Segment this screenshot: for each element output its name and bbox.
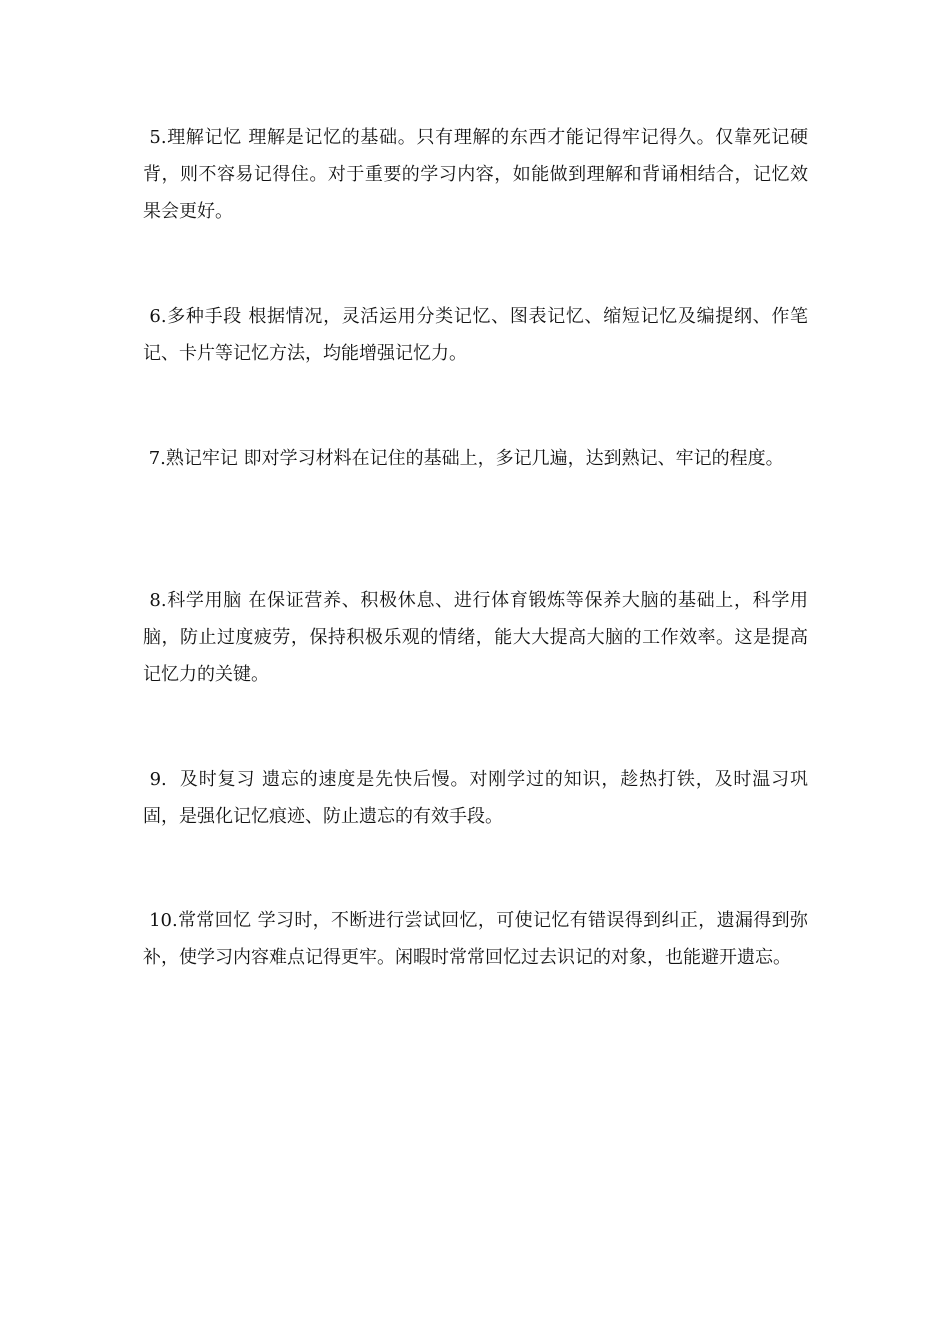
paragraph-10 (143, 902, 808, 976)
paragraph-body: 在保证营养、积极休息、进行体育锻炼等保养大脑的基础上，科学用脑，防止过度疲劳，保持积极乐观的情绪，能大大提高大脑的工作效率。这是提高记忆力的关键。 (143, 590, 808, 685)
paragraph-body: 学习时，不断进行尝试回忆，可使记忆有错误得到纠正，遗漏得到弥补，使学习内容难点记得更牢。闲暇时常常回忆过去识记的对象，也能避开遗忘。 (143, 910, 809, 968)
paragraph-number: 7. (143, 448, 166, 469)
paragraph-body: 遗忘的速度是先快后慢。对刚学过的知识，趁热打铁，及时温习巩固，是强化记忆痕迹、防止遗忘的有效手段。 (143, 769, 808, 827)
paragraph-6 (143, 298, 808, 372)
paragraph-heading: 理解记忆 (166, 127, 242, 148)
paragraph-body: 根据情况，灵活运用分类记忆、图表记忆、缩短记忆及编提纲、作笔记、卡片等记忆方法，均能增强记忆力。 (143, 306, 808, 364)
paragraph-heading: 多种手段 (166, 306, 242, 327)
paragraph-body: 即对学习材料在记住的基础上，多记几遍，达到熟记、牢记的程度。 (237, 448, 784, 469)
paragraph-number: 10. (143, 910, 178, 931)
paragraph-body: 理解是记忆的基础。只有理解的东西才能记得牢记得久。仅靠死记硬背，则不容易记得住。对于重要的学习内容，如能做到理解和背诵相结合，记忆效果会更好。 (143, 127, 808, 222)
paragraph-number: 6. (143, 306, 167, 327)
paragraph-8 (143, 582, 808, 693)
paragraph-heading: 常常回忆 (177, 910, 252, 931)
paragraph-7 (143, 440, 808, 477)
paragraph-heading: 熟记牢记 (165, 448, 238, 469)
paragraph-number: 5. (143, 127, 167, 148)
paragraph-heading: 科学用脑 (166, 590, 242, 611)
paragraph-9 (143, 761, 808, 835)
paragraph-heading: 及时复习 (179, 769, 256, 790)
paragraph-number: 8. (143, 590, 167, 611)
paragraph-number: 9. (143, 769, 180, 790)
paragraph-5 (143, 119, 808, 230)
